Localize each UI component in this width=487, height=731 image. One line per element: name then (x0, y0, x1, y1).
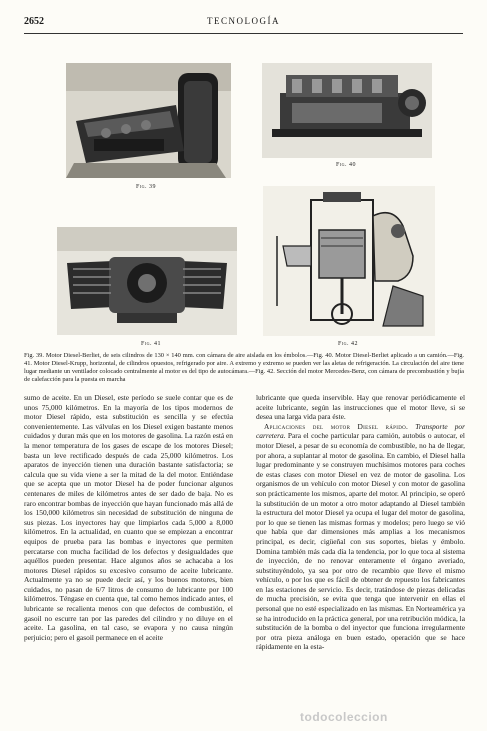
paragraph: sumo de aceite. En un Diesel, este período se suele contar que es de unos 75,000 kilómetros. En la mayoría de los tipos modernos de motor Diesel rápido, esta substitución es sencilla y se efectúa convenientemente. Las válvulas en los Diesel exigen bastante menos cuidados y duran más que en los motores de gasolina. La razón está en la menor temperatura de los gases de escape de los motores Diesel; basta un leve rectificado después de cada 25,000 kilómetros. Los aparatos de inyección tienen una duración bastante satisfactoria; se calcula que su vida viene a ser la mitad de la del motor. Entiéndase que se acepta que un motor Diesel ha de poder funcionar algunos centenares de miles de kilómetros antes de ser dado de baja. No es raro encontrar bombas de inyección que hayan funcionado más allá de los 150,000 kilómetros sin necesidad de substitución de ninguna de sus piezas. Los inyectores hay que limpiarlos cada 5,000 a 8,000 kilómetros. En la actualidad, en cuanto que se empiezan a encontrar equipos de prueba para las bombas e inyectores que permiten percatarse con mucha facilidad de los defectos y desigualdades que aquéllos pueden presentar. Hace algunos años se achacaba a los motores Diesel rápidos su excesivo consumo de aceite lubricante. Actualmente ya no se puede decir así, y los buenos motores, bien cuidados, no pasan de 6/7 litros de consumo de lubricante por 100 kilómetros. Téngase en cuenta que, tal como hemos indicado antes, el lubricante se recalienta menos con que defectos de combustión, el gasoil no escurre tan por las paredes del cilindro y no diluye en el aceite. La gasolina, en tal caso, se evapora y no causa ningún perjuicio; pero el gasoil permanece en el aceite (24, 393, 233, 642)
section-subheading: Transporte por carretera. (256, 421, 465, 441)
figure-label-41: Fig. 41 (141, 341, 162, 347)
paragraph: lubricante que queda inservible. Hay que renovar periódicamente el aceite lubricante, según las instrucciones que el motor lleve, si se desea una larga vida para éste. (256, 393, 465, 422)
paragraph-text: Para el coche particular para camión, autobús o autocar, el motor Diesel, a pesar de su economía de combustible, no ha de llegar, por ahora, a suplantar al motor de gasolina. En cambio, el Diesel halla lugar predominante y se construyen muchísimos motores para coches de estas clases con motor Diesel en vez de motor de gasolina. Los organismos de un vehículo con motor Diesel y con motor de gasolina son prácticamente los mismos, aparte del motor. Al principio, se operó la substitución de un motor a otro motor adaptando al Diesel también la estructura del motor Diesel ya ocupa el lugar del motor de gasolina, por lo que se tienen las mismas formas y modelos; pero luego se vió que había que dar dimensiones más amplias a los mecanismos principal, es decir, cigüeñal con sus soportes, bielas y émbolo. Domina también más cada día la tendencia, por lo que toca al sistema de inyección, de no renovar enteramente el órgano averiado, substituyéndolo, ya sea por otro de recambio que lleve el mismo vehículo, o por los que es fácil de obtener de repuesto los fabricantes en las estaciones de servicio. Es decir, tratándose de piezas delicadas de mucha precisión, se evita que tenga que intervenir en ellas el personal que no esté especializado en las mismas. En Norteamérica ya se ha introducido en la práctica general, por una retribución módica, la substitución de la bomba o del inyector que funciona irregularmente por otra pieza análoga en buen estado, operación que se hace rápidamente en la esta- (256, 431, 465, 652)
section-title: TECNOLOGÍA (207, 16, 280, 26)
text-column-right (256, 393, 465, 652)
page-number: 2652 (24, 16, 44, 27)
watermark: todocoleccion (300, 710, 388, 724)
header-rule (24, 33, 463, 34)
engine-photo-fig40 (262, 63, 432, 158)
section-heading: Aplicaciones del motor Diesel rápido. (264, 421, 409, 431)
text-column-left (24, 393, 233, 642)
figure-label-42: Fig. 42 (338, 341, 359, 347)
engine-photo-fig39 (66, 63, 231, 178)
figure-label-40: Fig. 40 (336, 162, 357, 168)
figure-label-39: Fig. 39 (136, 184, 157, 190)
figure-caption: Fig. 39. Motor Diesel-Berliet, de seis cilindros de 130 × 140 mm. con cámara de aire aislada en los émbolos.—Fig. 40. Motor Diesel-Berliet aplicado a un camión.—Fig. 41. Motor Diesel-Krupp, horizontal, de cilindros opuestos, refrigerado por aire. A extremo y extremo se pueden ver las aletas de refrigeración. La circulación del aire tiene lugar mediante un ventilador colocado centralmente al motor es del tipo de autocámara.—Fig. 42. Sección del motor Mercedes-Benz, con cámara de precombustión y bujía de calefacción para la puesta en marcha (24, 352, 464, 383)
engine-photo-fig41 (57, 227, 237, 335)
engine-section-fig42 (263, 186, 435, 336)
section-heading-paragraph (256, 422, 465, 652)
page-header (24, 16, 463, 32)
